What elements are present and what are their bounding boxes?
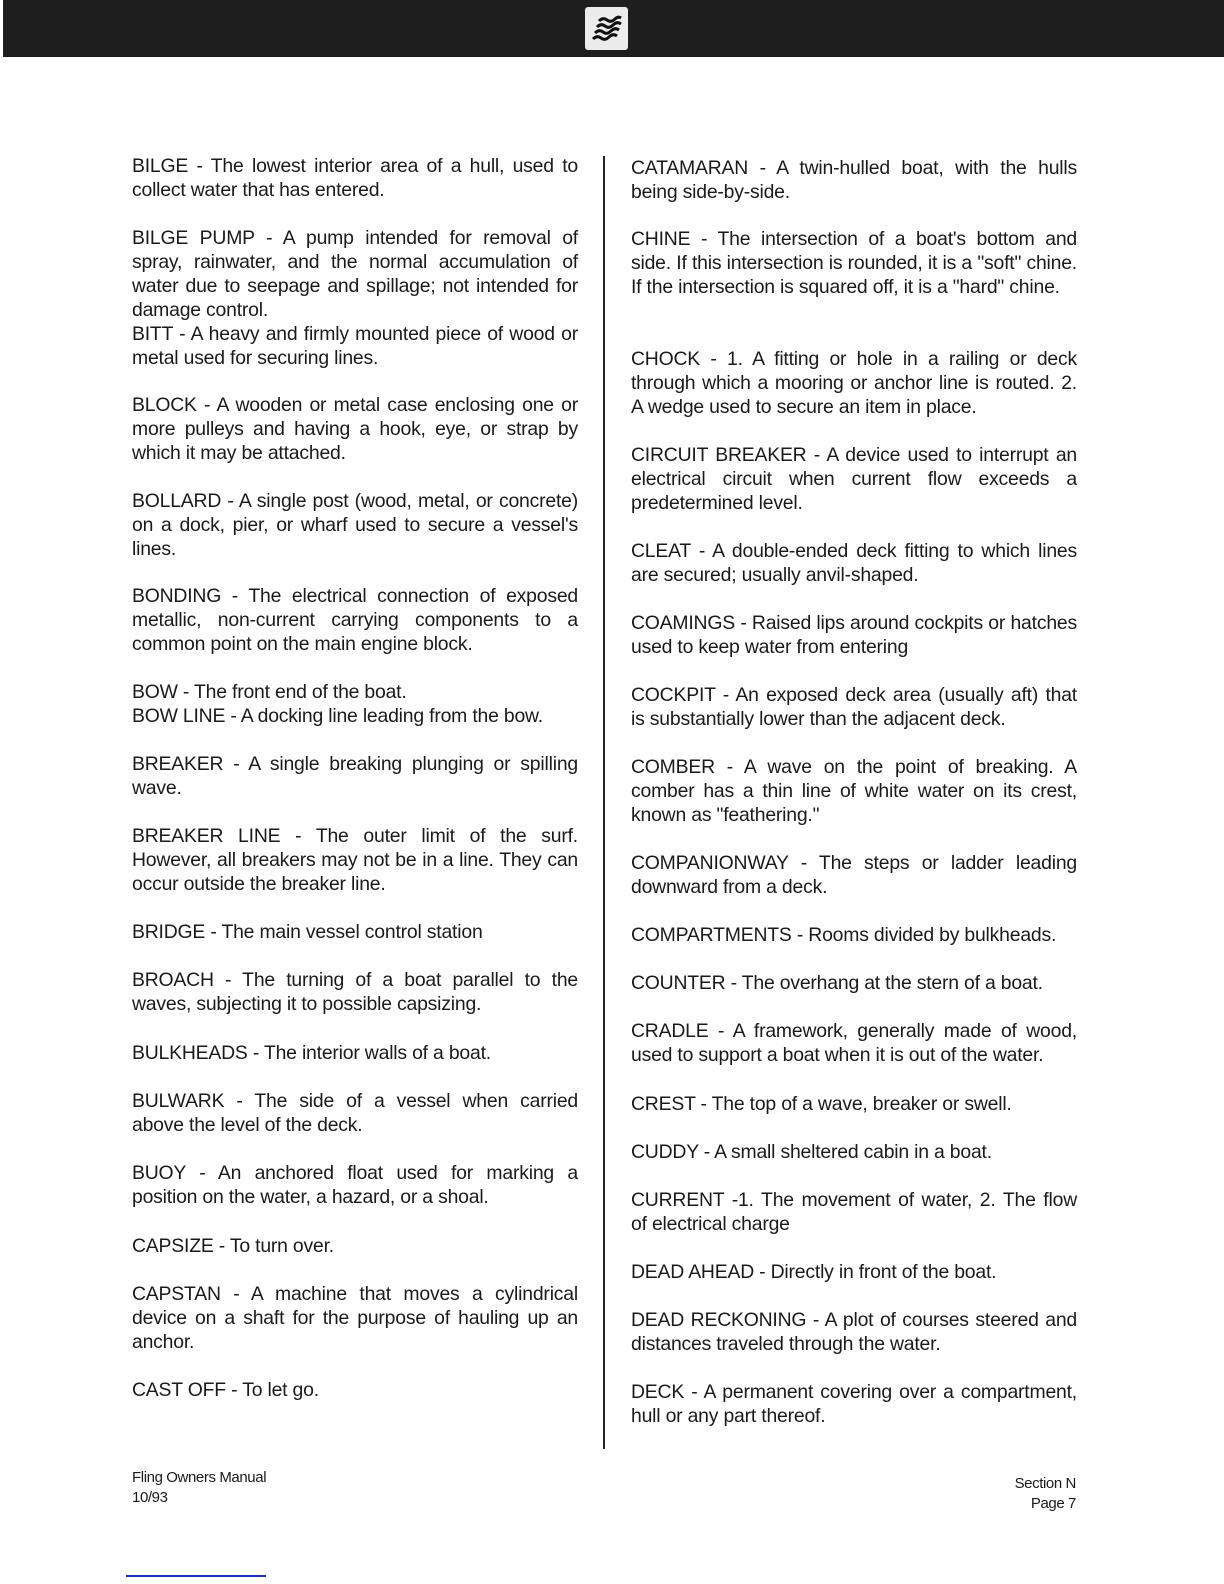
glossary-definition: - The outer limit of the surf. However, all breakers may not be in a line. They can occur outside the breaker line.: [132, 825, 578, 895]
glossary-entry: [132, 1041, 578, 1065]
glossary-entry: [132, 322, 578, 370]
glossary-definition: - A machine that moves a cylindrical device on a shaft for the purpose of hauling up an anchor.: [132, 1283, 578, 1353]
glossary-term: CREST: [631, 1093, 696, 1115]
glossary-definition: - To let go.: [225, 1379, 319, 1401]
glossary-definition: - The lowest interior area of a hull, used to collect water that has entered.: [132, 155, 578, 201]
glossary-entry: [631, 156, 1077, 204]
glossary-entry: [132, 968, 578, 1016]
glossary-term: CATAMARAN: [631, 157, 749, 179]
glossary-entry: [132, 1378, 578, 1402]
glossary-entry: [631, 227, 1077, 299]
glossary-definition: - Raised lips around cockpits or hatches used to keep water from entering: [631, 612, 1077, 658]
glossary-definition: - The main vessel control station: [205, 921, 483, 943]
glossary-term: BROACH: [132, 969, 214, 991]
glossary-definition: - The intersection of a boat's bottom and side. If this intersection is rounded, it is a "soft" chine. If the intersection is squared off, it is a "hard" chine.: [631, 228, 1077, 298]
glossary-term: BILGE PUMP: [132, 227, 255, 249]
glossary-definition: -1. The movement of water, 2. The flow of electrical charge: [631, 1189, 1077, 1235]
glossary-entry: [631, 443, 1077, 515]
glossary-term: BILGE: [132, 155, 189, 177]
glossary-term: CUDDY: [631, 1141, 699, 1163]
glossary-definition: - An anchored float used for marking a position on the water, a hazard, or a shoal.: [132, 1162, 578, 1208]
glossary-definition: - A pump intended for removal of spray, rainwater, and the normal accumulation of water due to seepage and spillage; not intended for damage control.: [132, 227, 578, 321]
glossary-entry: [631, 1092, 1077, 1116]
glossary-definition: - A single post (wood, metal, or concrete) on a dock, pier, or wharf used to secure a vessel's lines.: [132, 490, 578, 560]
glossary-definition: - Directly in front of the boat.: [754, 1261, 997, 1283]
glossary-entry: [631, 851, 1077, 899]
glossary-term: BONDING: [132, 585, 222, 607]
glossary-term: CURRENT: [631, 1189, 725, 1211]
glossary-term: CRADLE: [631, 1020, 709, 1042]
glossary-entry: [631, 755, 1077, 827]
manual-title: Fling Owners Manual: [132, 1469, 267, 1486]
glossary-term: BULWARK: [132, 1090, 225, 1112]
glossary-definition: - The overhang at the stern of a boat.: [725, 972, 1043, 994]
manual-date: 10/93: [132, 1489, 168, 1506]
glossary-definition: - A wave on the point of breaking. A comber has a thin line of white water on its crest, known as "feathering.": [631, 756, 1077, 826]
glossary-entry: [631, 971, 1077, 995]
waves-logo-icon: [585, 7, 628, 50]
glossary-entry: [132, 154, 578, 202]
page-number: Page 7: [1030, 1495, 1076, 1512]
glossary-entry: [631, 1260, 1077, 1284]
glossary-term: COMPARTMENTS: [631, 924, 792, 946]
glossary-definition: - A small sheltered cabin in a boat.: [698, 1141, 992, 1163]
glossary-term: BITT: [132, 323, 173, 345]
glossary-entry: [631, 1308, 1077, 1356]
glossary-definition: - A heavy and firmly mounted piece of wood or metal used for securing lines.: [132, 323, 578, 369]
glossary-term: DECK: [631, 1381, 685, 1403]
glossary-definition: - A docking line leading from the bow.: [225, 705, 543, 727]
header-bar: [3, 0, 1224, 57]
glossary-term: BUOY: [132, 1162, 186, 1184]
glossary-definition: - Rooms divided by bulkheads.: [791, 924, 1057, 946]
section-label: Section N: [1014, 1475, 1076, 1492]
glossary-term: BOLLARD: [132, 490, 222, 512]
glossary-entry: [132, 824, 578, 896]
glossary-definition: - The top of a wave, breaker or swell.: [695, 1093, 1012, 1115]
glossary-definition: - The front end of the boat.: [177, 681, 407, 703]
glossary-entry: [132, 752, 578, 800]
glossary-entry: [132, 1089, 578, 1137]
column-divider: [603, 156, 605, 1449]
glossary-definition: - The interior walls of a boat.: [247, 1042, 491, 1064]
glossary-entry: [132, 489, 578, 561]
glossary-term: CAPSTAN: [132, 1283, 221, 1305]
glossary-entry: [132, 704, 578, 728]
glossary-entry: [631, 683, 1077, 731]
glossary-term: COCKPIT: [631, 684, 716, 706]
glossary-entry: [132, 920, 578, 944]
glossary-definition: - A permanent covering over a compartment, hull or any part thereof.: [631, 1381, 1077, 1427]
glossary-entry: [631, 1019, 1077, 1067]
glossary-entry: [631, 1140, 1077, 1164]
glossary-entry: [631, 347, 1077, 419]
footer-left: [132, 1468, 266, 1508]
glossary-definition: - The turning of a boat parallel to the waves, subjecting it to possible capsizing.: [132, 969, 578, 1015]
glossary-definition: - A double-ended deck fitting to which lines are secured; usually anvil-shaped.: [631, 540, 1077, 586]
glossary-entry: [132, 393, 578, 465]
glossary-term: DEAD AHEAD: [631, 1261, 754, 1283]
glossary-term: BRIDGE: [132, 921, 206, 943]
glossary-definition: - A framework, generally made of wood, used to support a boat when it is out of the water.: [631, 1020, 1077, 1066]
glossary-definition: - A device used to interrupt an electrical circuit when current flow exceeds a predetermined level.: [631, 444, 1077, 514]
glossary-entry: [132, 1161, 578, 1209]
glossary-definition: - A twin-hulled boat, with the hulls being side-by-side.: [631, 157, 1077, 203]
glossary-term: COUNTER: [631, 972, 726, 994]
glossary-term: CLEAT: [631, 540, 691, 562]
glossary-entry: [132, 226, 578, 322]
glossary-entry: [631, 923, 1077, 947]
glossary-definition: - An exposed deck area (usually aft) that is substantially lower than the adjacent deck.: [631, 684, 1077, 730]
glossary-term: CIRCUIT BREAKER: [631, 444, 807, 466]
glossary-definition: - A plot of courses steered and distances traveled through the water.: [631, 1309, 1077, 1355]
glossary-term: BLOCK: [132, 394, 197, 416]
glossary-term: COMBER: [631, 756, 715, 778]
glossary-definition: - A wooden or metal case enclosing one or more pulleys and having a hook, eye, or strap by which it may be attached.: [132, 394, 578, 464]
glossary-term: CAPSIZE: [132, 1235, 214, 1257]
glossary-term: CHOCK: [631, 348, 701, 370]
glossary-term: CHINE: [631, 228, 691, 250]
glossary-entry: [631, 1188, 1077, 1236]
glossary-term: BREAKER LINE: [132, 825, 281, 847]
glossary-term: COAMINGS: [631, 612, 735, 634]
glossary-term: COMPANIONWAY: [631, 852, 789, 874]
glossary-entry: [631, 611, 1077, 659]
bottom-rule: [126, 1575, 266, 1577]
glossary-term: DEAD RECKONING: [631, 1309, 807, 1331]
footer-right: [900, 1474, 1076, 1514]
glossary-term: BOW LINE: [132, 705, 226, 727]
glossary-definition: - To turn over.: [213, 1235, 334, 1257]
glossary-entry: [631, 1380, 1077, 1428]
glossary-definition: - The steps or ladder leading downward from a deck.: [631, 852, 1077, 898]
glossary-definition: - The side of a vessel when carried above the level of the deck.: [132, 1090, 578, 1136]
glossary-definition: - A single breaking plunging or spilling wave.: [132, 753, 578, 799]
glossary-entry: [132, 680, 578, 704]
glossary-definition: - 1. A fitting or hole in a railing or deck through which a mooring or anchor line is routed. 2. A wedge used to secure an item in place.: [631, 348, 1077, 418]
glossary-entry: [132, 1234, 578, 1258]
glossary-entry: [631, 539, 1077, 587]
glossary-entry: [132, 1282, 578, 1354]
glossary-term: CAST OFF: [132, 1379, 226, 1401]
glossary-definition: - The electrical connection of exposed metallic, non-current carrying components to a common point on the main engine block.: [132, 585, 578, 655]
glossary-entry: [132, 584, 578, 656]
glossary-term: BOW: [132, 681, 178, 703]
glossary-term: BULKHEADS: [132, 1042, 248, 1064]
glossary-term: BREAKER: [132, 753, 224, 775]
